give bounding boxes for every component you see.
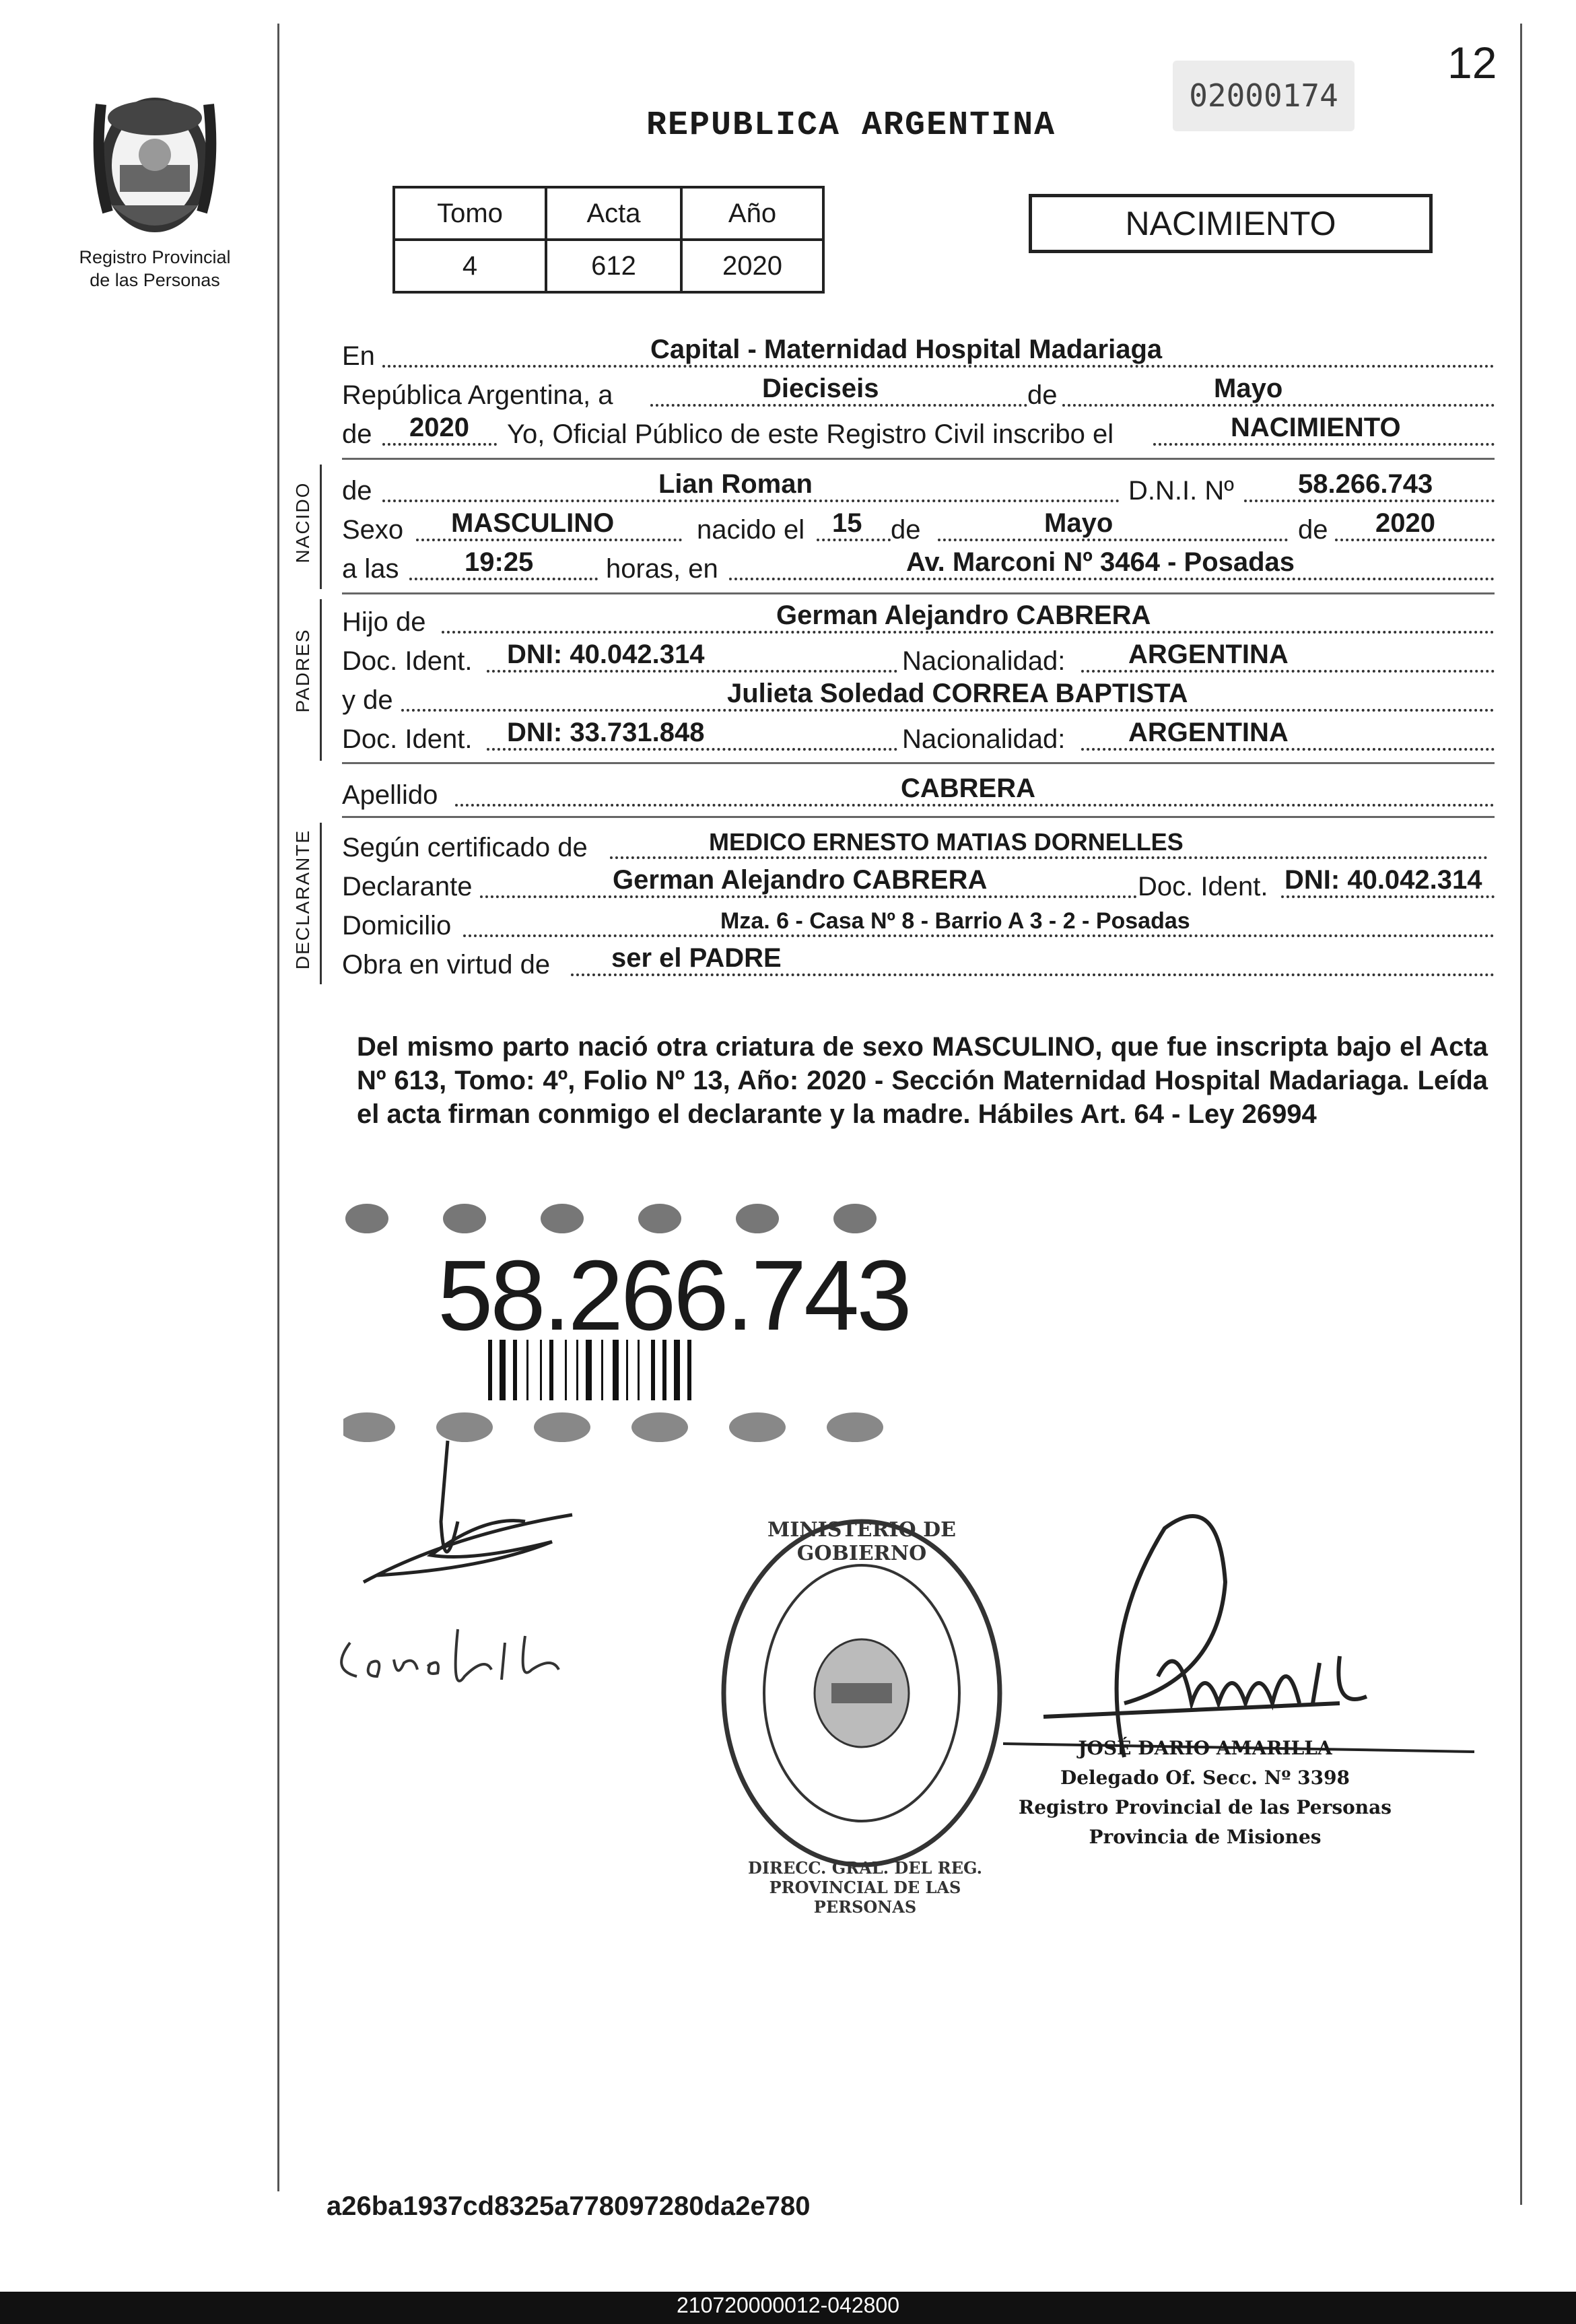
official-title: Delegado Of. Secc. Nº 3398 [1060,1767,1350,1789]
divider [342,458,1495,460]
dia-nac-value: 15 [832,508,862,538]
madre-doc-value: DNI: 33.731.848 [507,718,705,747]
en-label: En [342,341,375,371]
official-name: JOSÉ DARIO AMARILLA [1078,1737,1332,1759]
official-stamp [714,1511,1010,1875]
sexo-value: MASCULINO [451,508,615,538]
province-seal-logo [81,77,229,246]
mes-value: Mayo [1214,374,1283,403]
stamp-outer-text: DIRECC. GRAL. DEL REG. PROVINCIAL DE LAS PERSONAS [748,1858,982,1917]
obra-label: Obra en virtud de [342,950,551,980]
right-margin-line [1520,24,1522,2205]
certificate-type-box: NACIMIENTO [1029,194,1433,253]
de-mes-label: de [891,515,921,545]
de-anio-label: de [1298,515,1328,545]
declarant-signature [350,1434,619,1602]
padre-nac-value: ARGENTINA [1128,640,1289,669]
anio-nac-value: 2020 [1375,508,1435,538]
official-signature-block [996,1734,1414,1852]
y-de-label: y de [342,685,393,715]
madre-nac-label: Nacionalidad: [902,724,1066,754]
divider [342,762,1495,764]
registry-table [392,186,825,294]
left-margin-line [277,24,279,2191]
decl-label: Declarante [342,872,473,901]
declarante-bar [320,823,322,984]
nacido-section-label: NACIDO [292,481,313,563]
padres-bar [320,599,322,761]
row-obra [342,938,1495,986]
dia-value: Dieciseis [762,374,879,403]
dom-value: Mza. 6 - Casa Nº 8 - Barrio A 3 - 2 - Posadas [720,908,1190,934]
divider [342,592,1495,594]
tomo-value: 4 [394,240,546,292]
decl-doc-label: Doc. Ident. [1138,872,1268,901]
lugar-value: Av. Marconi Nº 3464 - Posadas [906,547,1295,577]
official-org: Registro Provincial de las Personas [1018,1796,1392,1818]
org-line-2: de las Personas [90,270,220,290]
sticker-id-number: 58.266.743 [438,1240,910,1351]
footer-doc-id: 210720000012-042800 [677,2293,899,2317]
row-hora [342,543,1495,590]
apellido-value: CABRERA [901,774,1035,803]
hora-value: 19:25 [465,547,534,577]
horas-en-label: horas, en [606,554,718,584]
sexo-label: Sexo [342,515,404,545]
divider [342,816,1495,818]
hijo-de-label: Hijo de [342,607,426,637]
cert-label: Según certificado de [342,833,588,862]
annotation-note: Del mismo parto nació otra criatura de sexo MASCULINO, que fue inscripta bajo el Acta Nº 613, Tomo: 4º, Folio Nº 13, Año: 2020 - Sección Maternidad Hospital Madariaga. Leída el acta firman conmigo el declarante y la madre. Hábiles Art. 64 - Ley 26994 [357,1032,1488,1129]
padre-nac-label: Nacionalidad: [902,646,1066,676]
official-signature [1003,1501,1488,1771]
stamp-inner-text: MINISTERIO DE GOBIERNO [767,1518,956,1565]
official-province: Provincia de Misiones [1089,1826,1322,1848]
apellido-label: Apellido [342,780,438,810]
decl-value: German Alejandro CABRERA [613,865,988,895]
nacido-el-label: nacido el [697,515,805,545]
madre-nac-value: ARGENTINA [1128,718,1289,747]
anio-value: 2020 [681,240,823,292]
acta-value: 612 [546,240,681,292]
decl-doc-value: DNI: 40.042.314 [1284,865,1482,895]
dni-value: 58.266.743 [1298,469,1433,499]
org-line-1: Registro Provincial [79,247,231,267]
cert-value: MEDICO ERNESTO MATIAS DORNELLES [709,828,1184,856]
declarante-section-label: DECLARANTE [292,829,313,970]
padres-section-label: PADRES [292,628,313,713]
dni-label: D.N.I. Nº [1128,476,1234,506]
acta-header: Acta [546,187,681,240]
mother-signature [330,1616,599,1703]
hora-label: a las [342,554,399,584]
dom-label: Domicilio [342,911,452,941]
madre-doc-label: Doc. Ident. [342,724,473,754]
nombre-value: Lian Roman [658,469,813,499]
org-name [57,246,252,292]
country-title: REPUBLICA ARGENTINA [646,106,1056,145]
obra-value: ser el PADRE [611,943,782,973]
de-nombre-label: de [342,476,372,506]
nacido-bar [320,465,322,589]
serial-number: 02000174 [1173,61,1355,131]
madre-value: Julieta Soledad CORREA BAPTISTA [727,679,1188,708]
row-oficial [342,408,1495,455]
padre-value: German Alejandro CABRERA [776,601,1151,630]
padre-doc-value: DNI: 40.042.314 [507,640,705,669]
oficial-text: Yo, Oficial Público de este Registro Civil inscribo el [507,419,1114,449]
tomo-header: Tomo [394,187,546,240]
de-label: de [1027,380,1058,410]
row-apellido [342,769,1495,816]
republica-label: República Argentina, a [342,380,613,410]
de2-label: de [342,419,372,449]
tipo-value: NACIMIENTO [1231,413,1401,442]
en-value: Capital - Maternidad Hospital Madariaga [650,335,1163,364]
anio-record: 2020 [409,413,469,442]
anio-header: Año [681,187,823,240]
mes-nac-value: Mayo [1044,508,1114,538]
document-hash: a26ba1937cd8325a778097280da2e780 [327,2191,811,2221]
row-madre-doc [342,713,1495,760]
padre-doc-label: Doc. Ident. [342,646,473,676]
page-number: 12 [1447,38,1497,88]
